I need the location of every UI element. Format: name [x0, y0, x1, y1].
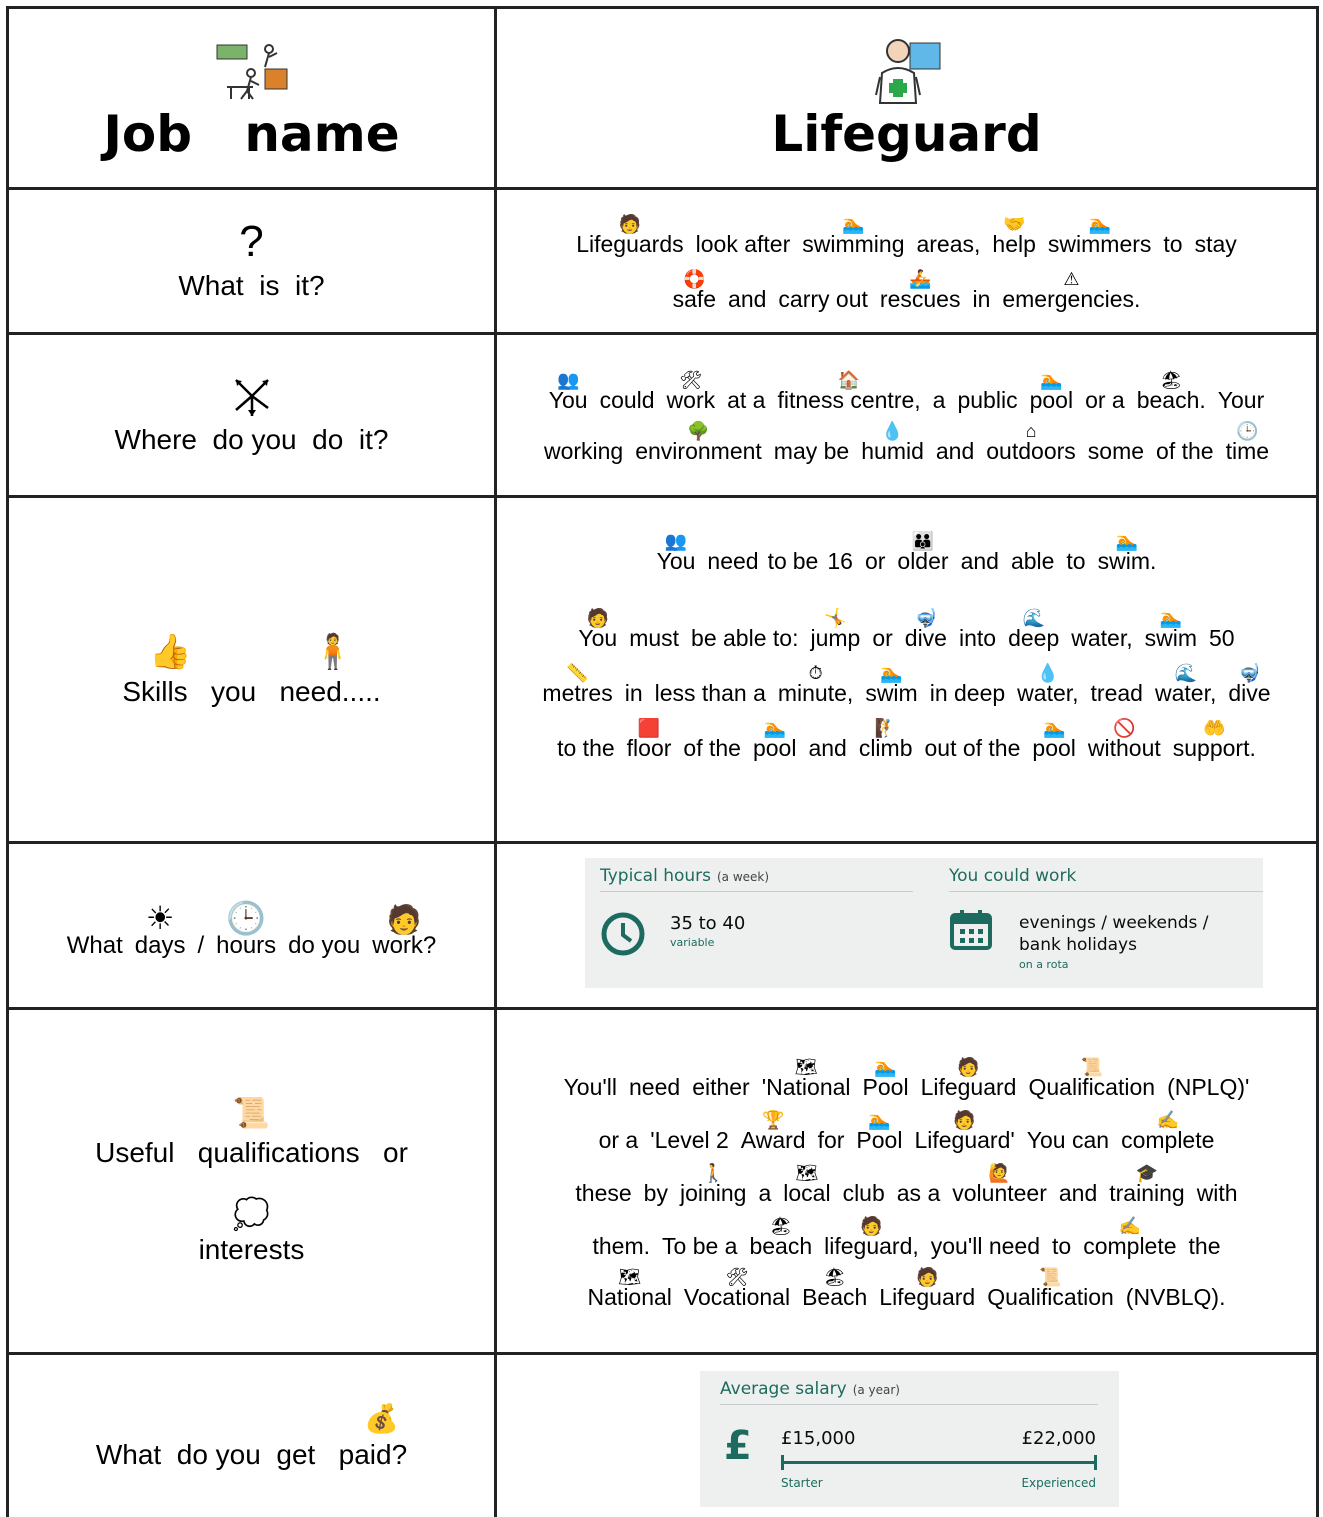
word: or a: [598, 1126, 639, 1153]
word: 🧑 Lifeguard: [879, 1264, 975, 1309]
word: 🧗 climb: [859, 715, 913, 760]
symbol-icon: 🧑: [860, 1215, 883, 1236]
symbol-icon: 🏠: [837, 370, 861, 390]
word: to: [767, 548, 787, 574]
word: 🏊 swimming: [802, 211, 904, 256]
word: to the: [557, 735, 615, 761]
word: 📏 metres: [542, 660, 612, 705]
word: and: [960, 548, 999, 574]
quals-label: Useful qualifications or: [95, 1137, 408, 1168]
word: 🏖 Beach: [802, 1264, 867, 1309]
word: 16: [827, 548, 853, 574]
word: as a: [896, 1179, 941, 1206]
symbol-icon: 🏊: [1088, 214, 1111, 234]
word: may be: [773, 438, 850, 464]
symbol-icon: 🚣: [908, 269, 932, 289]
question-mark-icon: ?: [239, 217, 264, 266]
word: 🤿 dive: [1228, 660, 1270, 705]
what-line-1: [570, 211, 1243, 256]
word: water,: [1071, 625, 1133, 651]
word: or: [864, 548, 886, 574]
quals-line-5: [582, 1264, 1232, 1309]
symbol-icon: 🗺: [618, 1266, 642, 1287]
word: 🏊 pool: [1030, 367, 1073, 412]
word: 🏊 Pool: [856, 1107, 902, 1152]
symbol-icon: ✍: [1156, 1109, 1179, 1130]
word: You can: [1026, 1126, 1110, 1153]
word: 'Level 2: [650, 1126, 729, 1153]
word: 🚫 without: [1088, 715, 1161, 760]
word: ✍ complete: [1083, 1213, 1176, 1258]
lifeguard-icon: [862, 33, 952, 105]
symbol-icon: 🏖: [769, 1215, 793, 1236]
pound-icon: £: [724, 1423, 752, 1469]
symbol-icon: ⚠: [1063, 269, 1080, 289]
interests-icon: 💭: [232, 1198, 271, 1231]
word: 🤿 dive: [905, 605, 947, 650]
starter-label: Starter: [781, 1476, 823, 1490]
symbol-icon: 🏖: [1159, 370, 1183, 390]
word: a: [758, 1179, 772, 1206]
word: areas,: [916, 231, 981, 257]
word: ⚠ emergencies.: [1002, 266, 1140, 311]
word: you'll need: [930, 1232, 1041, 1259]
hours-label-cell: [9, 844, 494, 1007]
word: or a: [1085, 387, 1125, 413]
symbol-icon: 📏: [566, 663, 589, 683]
hours-value: 35 to 40: [670, 913, 746, 934]
job-title: Lifeguard: [771, 105, 1042, 163]
word: 👥 You: [657, 528, 696, 573]
word: and: [935, 438, 975, 464]
word: 🏖 beach: [749, 1213, 812, 1258]
person-icon: 🧍: [311, 632, 354, 671]
work-pattern: evenings / weekends /: [1019, 913, 1209, 933]
symbol-icon: 🏖: [823, 1266, 847, 1287]
word: 👪 older: [897, 528, 948, 573]
salary-high: £22,000: [1021, 1428, 1096, 1449]
word: need: [629, 1073, 681, 1100]
word: at a: [727, 387, 766, 413]
word: 🕒 time: [1226, 418, 1269, 463]
word: 🧑 You: [578, 605, 617, 650]
salary-heading: Average salary (a year): [720, 1379, 900, 1399]
word: (NVBLQ).: [1125, 1283, 1226, 1310]
word: of the: [683, 735, 741, 761]
word: into: [958, 625, 997, 651]
word: 50: [1209, 625, 1235, 651]
salary-panel: [700, 1371, 1119, 1507]
sun-icon: ☀: [145, 899, 175, 936]
word: 🗺 'National: [762, 1054, 851, 1099]
work-icon: [207, 33, 297, 103]
word: 🤲 support.: [1173, 715, 1256, 760]
symbol-icon: 🎓: [1135, 1162, 1159, 1183]
word: out of the: [924, 735, 1021, 761]
skills-line-3: [536, 660, 1276, 705]
word: 🧑 lifeguard,: [824, 1213, 919, 1258]
clock-icon: 🕒: [226, 899, 267, 936]
word: with: [1196, 1179, 1238, 1206]
word: carry out: [778, 286, 868, 312]
symbol-icon: 👥: [556, 370, 580, 390]
word: 🏆 Award: [741, 1107, 806, 1152]
word: 🏊 pool: [1032, 715, 1075, 760]
word: ⌂ outdoors: [986, 418, 1076, 463]
quals-label-cell: [9, 1010, 494, 1352]
quals-line-2: [593, 1107, 1221, 1152]
quals-line-1: [558, 1054, 1256, 1099]
typical-hours-heading: Typical hours (a week): [600, 866, 770, 886]
symbol-icon: 🏊: [874, 1056, 897, 1077]
word: /: [197, 931, 205, 959]
word: of the: [1156, 438, 1214, 464]
word: and: [808, 735, 847, 761]
word: public: [957, 387, 1018, 413]
word: 📜 Qualification: [987, 1264, 1114, 1309]
word: either: [692, 1073, 750, 1100]
word: 🤝 help: [992, 211, 1035, 256]
symbol-icon: 🤸: [824, 608, 847, 628]
word: 🌳 environment: [635, 418, 762, 463]
skills-label-cell: [9, 498, 494, 841]
symbol-icon: 🌳: [687, 421, 710, 441]
word: and: [728, 286, 767, 312]
word: in: [624, 680, 643, 706]
where-line-2: [538, 418, 1275, 463]
what-description: [497, 190, 1316, 332]
word: for: [817, 1126, 845, 1153]
symbol-icon: 📜: [1080, 1056, 1103, 1077]
certificate-icon: 📜: [232, 1097, 271, 1130]
word: them.: [592, 1232, 651, 1259]
word: 🚣 rescues: [880, 266, 961, 311]
where-label: Where do you do it?: [114, 424, 389, 455]
symbol-icon: 🕒: [1236, 421, 1259, 441]
where-label-cell: [9, 335, 494, 495]
paid-label: What do you get paid?: [95, 1438, 408, 1470]
word: 🎓 training: [1109, 1160, 1184, 1205]
word: 💧 humid: [861, 418, 924, 463]
where-description: [497, 335, 1316, 495]
word: ☀ days: [135, 894, 186, 958]
symbol-icon: 🤝: [1002, 214, 1026, 234]
word: these: [575, 1179, 632, 1206]
word: to: [1066, 548, 1086, 574]
word: be able to:: [691, 625, 799, 651]
word: 🛟 safe: [673, 266, 716, 311]
word: 📜 Qualification: [1028, 1054, 1155, 1099]
quals-description: [497, 1010, 1316, 1352]
word: 🏊 swim: [1145, 605, 1197, 650]
skills-line-4: [551, 715, 1262, 760]
word: You'll: [563, 1073, 618, 1100]
symbol-icon: 🏊: [842, 214, 865, 234]
salary-range-bar: [781, 1461, 1097, 1464]
word: 🗺 National: [588, 1264, 672, 1309]
calendar-icon: [949, 909, 993, 951]
word: 🧑 Lifeguards: [576, 211, 683, 256]
word: or: [872, 625, 893, 651]
word: be: [792, 548, 819, 574]
symbol-icon: 💧: [881, 421, 904, 441]
symbol-icon: 🧗: [874, 718, 897, 738]
word: must: [629, 625, 680, 651]
interests-label: interests: [198, 1234, 305, 1265]
word: look after: [695, 231, 791, 257]
symbol-icon: 🏊: [1115, 531, 1139, 551]
symbol-icon: 🧑: [586, 608, 609, 628]
word: 🚶 joining: [680, 1160, 747, 1205]
skills-description: [497, 498, 1316, 841]
word: to: [1052, 1232, 1072, 1259]
word: 🧑 Lifeguard: [921, 1054, 1017, 1099]
word: 🕒 hours: [216, 894, 276, 958]
word: by: [643, 1179, 668, 1206]
word: 🏊 swimmers: [1048, 211, 1152, 256]
symbol-icon: 🗺: [795, 1162, 819, 1183]
clock-icon: [600, 911, 646, 957]
word: working: [543, 438, 624, 464]
symbol-icon: ⌂: [1025, 421, 1037, 441]
quals-line-4: [586, 1213, 1226, 1258]
symbol-icon: 🏊: [1040, 370, 1063, 390]
symbol-icon: 🛟: [683, 269, 706, 289]
word: Your: [1217, 387, 1265, 413]
word: 🏊 swim.: [1098, 528, 1157, 573]
word: ⏱ minute,: [778, 660, 853, 705]
work-pattern-2: bank holidays: [1019, 935, 1137, 955]
symbol-icon: 🏊: [880, 663, 903, 683]
word: some: [1087, 438, 1145, 464]
word: 🧑 work?: [372, 894, 436, 958]
symbol-icon: 🛠: [679, 370, 703, 390]
word: 🌊 deep: [1008, 605, 1059, 650]
symbol-icon: 🤿: [914, 608, 938, 628]
word: able: [1010, 548, 1055, 574]
word: (NPLQ)': [1167, 1073, 1250, 1100]
word: 💧 water,: [1017, 660, 1078, 705]
symbol-icon: 🛠: [725, 1266, 749, 1287]
word: What: [66, 931, 123, 959]
symbol-icon: 🏆: [761, 1109, 785, 1130]
symbol-icon: 🚫: [1113, 718, 1136, 738]
symbol-icon: 🙋: [988, 1162, 1011, 1183]
hours-note: variable: [670, 936, 715, 949]
word: 🛠 Vocational: [684, 1264, 790, 1309]
word: tread: [1090, 680, 1143, 706]
experienced-label: Experienced: [1021, 1476, 1096, 1490]
skills-icons: [149, 632, 354, 672]
quals-line-3: [569, 1160, 1243, 1205]
word: could: [599, 387, 655, 413]
where-line-1: [543, 367, 1271, 412]
symbol-icon: ✍: [1118, 1215, 1142, 1236]
symbol-icon: 🏊: [868, 1109, 891, 1130]
word: 🟥 floor: [627, 715, 672, 760]
job-name-cell: [9, 9, 494, 187]
word: 🏊 pool: [753, 715, 796, 760]
word: 🙋 volunteer: [952, 1160, 1047, 1205]
symbol-icon: 🟥: [637, 718, 661, 738]
skills-label: Skills you need.....: [122, 675, 381, 707]
hours-panel: [585, 858, 1263, 988]
word: 🗺 local: [783, 1160, 830, 1205]
could-work-heading: You could work: [949, 866, 1077, 886]
symbol-icon: 🏊: [1042, 718, 1066, 738]
symbol-icon: 🤲: [1203, 718, 1226, 738]
word: the: [1188, 1232, 1221, 1259]
word: 🤸 jump: [810, 605, 860, 650]
money-hand-icon: 💰: [364, 1402, 399, 1434]
skills-line-2: [572, 605, 1240, 650]
symbol-icon: 🏊: [1159, 608, 1183, 628]
symbol-icon: 📜: [1039, 1266, 1062, 1287]
skills-line-1: [651, 528, 1163, 573]
symbol-icon: 🗺: [794, 1056, 818, 1077]
symbol-icon: 👪: [911, 531, 935, 551]
word: club: [842, 1179, 885, 1206]
symbol-icon: ⏱: [808, 663, 823, 683]
symbol-icon: 🚶: [701, 1162, 725, 1183]
word: do you: [288, 931, 361, 959]
symbol-icon: 🧑: [618, 214, 642, 234]
symbol-icon: 🧑: [953, 1109, 976, 1130]
symbol-icon: 🏊: [763, 718, 786, 738]
word: 🌊 water,: [1155, 660, 1216, 705]
word: to: [1163, 231, 1183, 257]
paid-label-cell: [9, 1355, 494, 1517]
word: in deep: [929, 680, 1006, 706]
salary-low: £15,000: [781, 1428, 856, 1449]
job-name-label: Job name: [103, 105, 400, 163]
word: less than a: [654, 680, 766, 706]
desk-icon: 🧑: [386, 903, 422, 935]
word: stay: [1194, 231, 1237, 257]
symbol-icon: 🤿: [1238, 663, 1261, 683]
what-label: What is it?: [178, 270, 325, 301]
word: in: [972, 286, 991, 312]
job-title-cell: [497, 9, 1316, 187]
symbol-icon: 🌊: [1174, 663, 1197, 683]
what-label-cell: [9, 190, 494, 332]
word: and: [1058, 1179, 1098, 1206]
word: a: [932, 387, 946, 413]
word: need: [707, 548, 759, 574]
symbol-icon: 👥: [664, 531, 688, 551]
directions-icon: [230, 374, 274, 418]
symbol-icon: 💧: [1036, 663, 1060, 683]
border-right: [1316, 6, 1319, 1517]
word: 🏠 fitness centre,: [777, 367, 920, 412]
word: 👥 You: [549, 367, 588, 412]
word: 🏖 beach.: [1137, 367, 1206, 412]
word: ✍ complete: [1121, 1107, 1214, 1152]
word: 🛠 work: [667, 367, 716, 412]
what-line-2: [667, 266, 1147, 311]
word: To be a: [662, 1232, 738, 1259]
symbol-icon: 🧑: [957, 1056, 980, 1077]
work-note: on a rota: [1019, 958, 1069, 971]
symbol-icon: 🌊: [1022, 608, 1045, 628]
word: 🏊 Pool: [863, 1054, 909, 1099]
word: 🏊 swim: [865, 660, 917, 705]
word: 🧑 Lifeguard': [914, 1107, 1014, 1152]
thumbs-up-icon: 👍: [149, 632, 192, 671]
symbol-icon: 🧑: [916, 1266, 939, 1287]
hours-label: [61, 894, 443, 958]
